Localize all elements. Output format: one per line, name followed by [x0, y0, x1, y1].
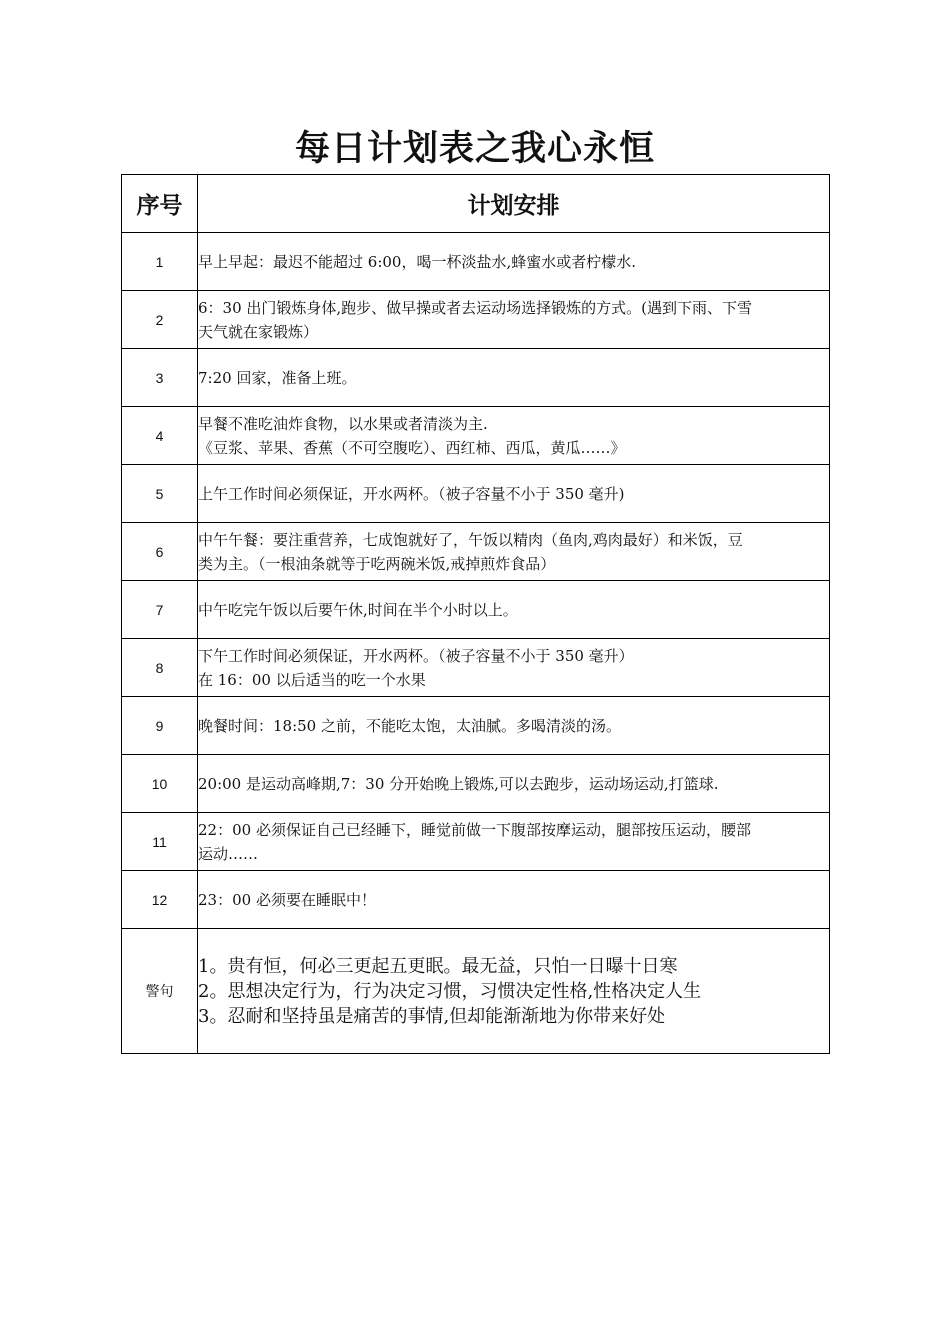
row-plan [198, 233, 830, 291]
motto-line: 1。贵有恒，何必三更起五更眠。最无益，只怕一日曝十日寒 [198, 955, 678, 977]
motto-line: 3。忍耐和坚持虽是痛苦的事情,但却能渐渐地为你带来好处 [198, 1005, 666, 1027]
row-number: 3 [122, 349, 198, 407]
row-plan [198, 291, 830, 349]
table-row [122, 871, 830, 929]
plan-line: 中午吃完午饭以后要午休,时间在半个小时以上。 [198, 600, 518, 619]
row-number: 9 [122, 697, 198, 755]
plan-line: 早餐不准吃油炸食物，以水果或者清淡为主. [198, 414, 488, 433]
table-row [122, 407, 830, 465]
plan-line: 20:00 是运动高峰期,7：30 分开始晚上锻炼,可以去跑步，运动场运动,打篮球. [198, 774, 719, 793]
row-plan [198, 697, 830, 755]
table-row [122, 813, 830, 871]
row-number: 5 [122, 465, 198, 523]
plan-line: 下午工作时间必须保证，开水两杯。（被子容量不小于 350 毫升） [198, 646, 634, 665]
row-plan [198, 871, 830, 929]
header-plan: 计划安排 [198, 175, 830, 233]
row-number: 6 [122, 523, 198, 581]
row-plan [198, 813, 830, 871]
motto-line: 2。思想决定行为，行为决定习惯，习惯决定性格,性格决定人生 [198, 980, 702, 1002]
row-plan [198, 581, 830, 639]
row-number: 10 [122, 755, 198, 813]
table-row [122, 233, 830, 291]
plan-line: 23：00 必须要在睡眠中！ [198, 890, 376, 909]
motto-label: 警句 [122, 929, 198, 1054]
plan-line: 类为主。（一根油条就等于吃两碗米饭,戒掉煎炸食品） [198, 554, 556, 573]
table-row [122, 349, 830, 407]
row-plan [198, 407, 830, 465]
table-row [122, 291, 830, 349]
row-plan [198, 639, 830, 697]
table-row [122, 581, 830, 639]
plan-line: 在 16：00 以后适当的吃一个水果 [198, 670, 426, 689]
plan-table [121, 174, 830, 1054]
row-number: 4 [122, 407, 198, 465]
row-number: 12 [122, 871, 198, 929]
plan-line: 《豆浆、苹果、香蕉（不可空腹吃）、西红柿、西瓜，黄瓜……》 [198, 438, 626, 457]
plan-line: 中午午餐：要注重营养，七成饱就好了，午饭以精肉（鱼肉,鸡肉最好）和米饭，豆 [198, 530, 743, 549]
row-number: 11 [122, 813, 198, 871]
table-row [122, 465, 830, 523]
table-row [122, 697, 830, 755]
table-row [122, 639, 830, 697]
plan-line: 天气就在家锻炼） [198, 322, 319, 341]
plan-line: 上午工作时间必须保证，开水两杯。（被子容量不小于 350 毫升) [198, 484, 625, 503]
page-title: 每日计划表之我心永恒 [294, 129, 655, 169]
plan-line: 22：00 必须保证自己已经睡下，睡觉前做一下腹部按摩运动，腿部按压运动，腰部 [198, 820, 751, 839]
table-row [122, 523, 830, 581]
row-number: 8 [122, 639, 198, 697]
plan-line: 晚餐时间：18:50 之前，不能吃太饱，太油腻。多喝清淡的汤。 [198, 716, 621, 735]
row-number: 2 [122, 291, 198, 349]
row-plan [198, 465, 830, 523]
row-plan [198, 523, 830, 581]
plan-line: 7:20 回家，准备上班。 [198, 368, 357, 387]
motto-content [198, 929, 830, 1054]
row-number: 7 [122, 581, 198, 639]
table-row [122, 755, 830, 813]
table-header-row [122, 175, 830, 233]
header-number: 序号 [122, 175, 198, 233]
plan-line: 运动…… [198, 844, 259, 863]
plan-line: 6：30 出门锻炼身体,跑步、做早操或者去运动场选择锻炼的方式。(遇到下雨、下雪 [198, 298, 753, 317]
row-plan [198, 349, 830, 407]
row-number: 1 [122, 233, 198, 291]
row-plan [198, 755, 830, 813]
motto-row [122, 929, 830, 1054]
plan-line: 早上早起：最迟不能超过 6:00，喝一杯淡盐水,蜂蜜水或者柠檬水. [198, 252, 636, 271]
